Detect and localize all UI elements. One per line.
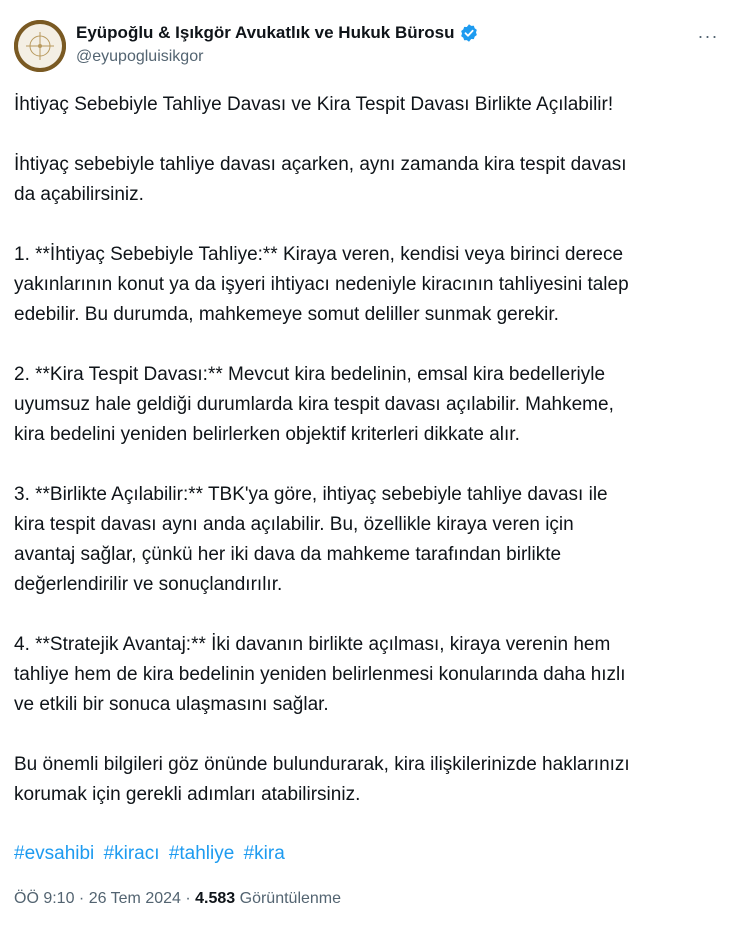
tweet-date[interactable]: 26 Tem 2024 <box>88 890 181 907</box>
author-name-text[interactable]: Eyüpoğlu & Işıkgör Avukatlık ve Hukuk Bürosu <box>76 23 455 42</box>
tweet-point-2: 2. **Kira Tespit Davası:** Mevcut kira bedelinin, emsal kira bedelleriyle uyumsuz hale geldiği durumlarda kira tespit davası açılabilir. Mahkeme, kira bedelini yeniden belirlerken objektif kriterleri dikkate alır. <box>14 364 614 445</box>
hashtag-link[interactable]: #kiracı <box>103 843 160 864</box>
tweet-closing: Bu önemli bilgileri göz önünde bulundurarak, kira ilişkilerinizde haklarınızı korumak için gerekli adımları atabilirsiniz. <box>14 754 630 805</box>
meta-separator: · <box>180 890 196 907</box>
views-label: Görüntülenme <box>235 890 342 907</box>
tweet-text <box>14 88 726 840</box>
tweet-point-4: 4. **Stratejik Avantaj:** İki davanın birlikte açılması, kiraya verenin hem tahliye hem de kira bedelinin yeniden belirlenmesi konularında daha hızlı ve etkili bir sonuca ulaşmasını sağlar. <box>14 634 626 715</box>
author-handle[interactable]: @eyupogluisikgor <box>76 48 204 65</box>
verified-badge-icon <box>459 23 479 43</box>
firm-logo-icon <box>14 20 66 72</box>
hashtags <box>14 839 289 869</box>
tweet-point-3: 3. **Birlikte Açılabilir:** TBK'ya göre, ihtiyaç sebebiyle tahliye davası ile kira tespit davası aynı anda açılabilir. Bu, özellikle kiraya veren için avantaj sağlar, çünkü her iki dava da mahkeme tarafından birlikte değerlendirilir ve sonuçlandırılır. <box>14 484 608 595</box>
meta-separator: · <box>74 890 89 907</box>
hashtag-link[interactable]: #evsahibi <box>14 843 95 864</box>
views-count: 4.583 <box>195 890 236 907</box>
hashtag-link[interactable]: #tahliye <box>168 843 235 864</box>
author-name[interactable] <box>76 23 479 43</box>
tweet-point-1: 1. **İhtiyaç Sebebiyle Tahliye:** Kiraya veren, kendisi veya birinci derece yakınlarının konut ya da işyeri ihtiyacı nedeniyle kiracının tahliyesini talep edebilir. Bu durumda, mahkemeye somut deliller sunmak gerekir. <box>14 244 629 325</box>
tweet-time[interactable]: ÖÖ 9:10 <box>14 890 75 907</box>
tweet-header <box>14 20 734 72</box>
hashtag-link[interactable]: #kira <box>243 843 285 864</box>
avatar[interactable] <box>14 20 66 72</box>
tweet-title: İhtiyaç Sebebiyle Tahliye Davası ve Kira Tespit Davası Birlikte Açılabilir! <box>14 94 614 115</box>
more-options-button[interactable]: ··· <box>697 25 719 46</box>
tweet-meta <box>14 890 341 908</box>
tweet-intro: İhtiyaç sebebiyle tahliye davası açarken, aynı zamanda kira tespit davası da açabilirsiniz. <box>14 154 627 205</box>
